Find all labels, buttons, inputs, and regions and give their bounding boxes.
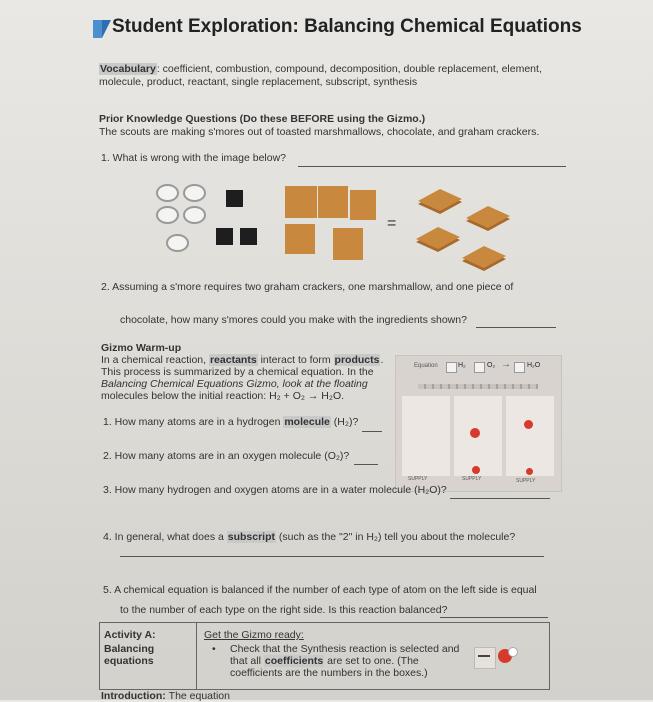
answer-line-1[interactable] [298,166,566,167]
prior-knowledge-heading: Prior Knowledge Questions (Do these BEFORE using the Gizmo.) [99,113,426,125]
question-2-line-1: 2. Assuming a s'more requires two graham crackers, one marshmallow, and one piece of [101,281,514,293]
subscript-term: subscript [227,531,276,543]
question-1: 1. What is wrong with the image below? [101,152,287,164]
h2o-label: H₂O [527,362,541,369]
vocabulary-terms-1: : coefficient, combustion, compound, decomposition, double replacement, element, [156,63,542,75]
h2o-supply-icon [526,468,533,475]
supply-label: SUPPLY [516,478,536,484]
graham-cracker [318,186,348,218]
answer-line-w4[interactable] [120,556,544,557]
answer-line-w2[interactable] [354,464,378,465]
coefficient-box[interactable] [514,362,525,373]
question-5-line-1: 5. A chemical equation is balanced if the number of each type of atom on the left side is equal [103,584,537,596]
warmup-line-1: In a chemical reaction, reactants interact to form products. [101,354,384,366]
minus-icon [478,655,490,657]
graham-cracker [350,190,376,220]
page-title: Student Exploration: Balancing Chemical Equations [112,16,582,37]
answer-line-w1[interactable] [362,431,382,432]
answer-line-w3[interactable] [450,498,550,499]
supply-label: SUPPLY [408,476,428,482]
oxygen-atom-icon [470,428,480,438]
question-5-line-2: to the number of each type on the right side. Is this reaction balanced? [120,604,448,616]
coefficients-term: coefficients [264,655,324,667]
activity-label: Activity A: [104,629,156,641]
gizmo-thumbnail-left [474,647,496,669]
graham-cracker [333,228,363,260]
gizmos-logo-icon [91,18,113,40]
gizmo-screenshot [395,355,562,492]
marshmallow [183,184,206,202]
activity-name-2: equations [104,655,154,667]
marshmallow [183,206,206,224]
warmup-question-2: 2. How many atoms are in an oxygen molecule (O₂)? [103,450,350,462]
bullet-icon: • [212,643,216,655]
vocabulary-line-2: molecule, product, reactant, single replacement, subscript, synthesis [99,76,418,88]
coefficient-box[interactable] [446,362,457,373]
hydrogen-atom-icon [508,647,518,657]
o2-label: O₂ [487,362,496,369]
warmup-question-4: 4. In general, what does a subscript (such as the "2" in H₂) tell you about the molecule? [103,531,516,543]
question-2-line-2: chocolate, how many s'mores could you make with the ingredients shown? [120,314,467,326]
activity-a-table [99,622,550,690]
equals-sign: = [387,215,397,232]
warmup-heading: Gizmo Warm-up [101,342,182,354]
warmup-line-4: molecules below the initial reaction: H₂ + O₂ → H₂O. [101,390,345,402]
warmup-line-2: This process is summarized by a chemical equation. In the [101,366,374,378]
graham-cracker [285,224,315,254]
chocolate-piece [216,228,233,245]
products-term: products [334,354,380,366]
supply-label: SUPPLY [462,476,482,482]
instruction-line-2: that all coefficients are set to one. (The [230,655,419,667]
prior-knowledge-intro: The scouts are making s'mores out of toasted marshmallows, chocolate, and graham crackers. [99,126,540,138]
smore-icon [412,226,464,258]
smore-icon [414,188,466,220]
warmup-line-3: Balancing Chemical Equations Gizmo, look at the floating [101,378,368,390]
graham-cracker [285,186,317,218]
answer-line-2[interactable] [476,327,556,328]
water-molecule-icon [524,420,533,429]
answer-line-5[interactable] [440,617,548,618]
instruction-line-1: Check that the Synthesis reaction is selected and [230,643,460,655]
floating-molecules-row [418,384,538,389]
marshmallow [156,206,179,224]
vocabulary-line-1 [99,63,542,75]
activity-name-1: Balancing [104,643,155,655]
activity-label-cell [100,623,197,689]
supply-panel-h2o [506,396,554,476]
smore-icon [462,205,514,237]
introduction-label: Introduction: The equation [101,690,230,702]
o2-supply-icon [472,466,480,474]
chocolate-piece [226,190,243,207]
instruction-line-3: coefficients are the numbers in the boxes.) [230,667,428,679]
arrow-icon: → [501,359,511,370]
reactants-term: reactants [209,354,257,366]
supply-panel-h2 [402,396,450,476]
smore-icon [458,245,510,277]
marshmallow [166,234,189,252]
warmup-question-3: 3. How many hydrogen and oxygen atoms are in a water molecule (H₂O)? [103,484,447,496]
introduction-text: The equation [168,690,230,702]
molecule-term: molecule [284,416,330,428]
marshmallow [156,184,179,202]
vocabulary-label: Vocabulary [100,63,156,75]
chocolate-piece [240,228,257,245]
get-gizmo-ready: Get the Gizmo ready: [204,629,304,641]
h2-label: H₂ [458,362,466,369]
equation-label: Equation [414,363,438,369]
warmup-question-1: 1. How many atoms are in a hydrogen molecule (H₂)? [103,416,359,428]
coefficient-box[interactable] [474,362,485,373]
